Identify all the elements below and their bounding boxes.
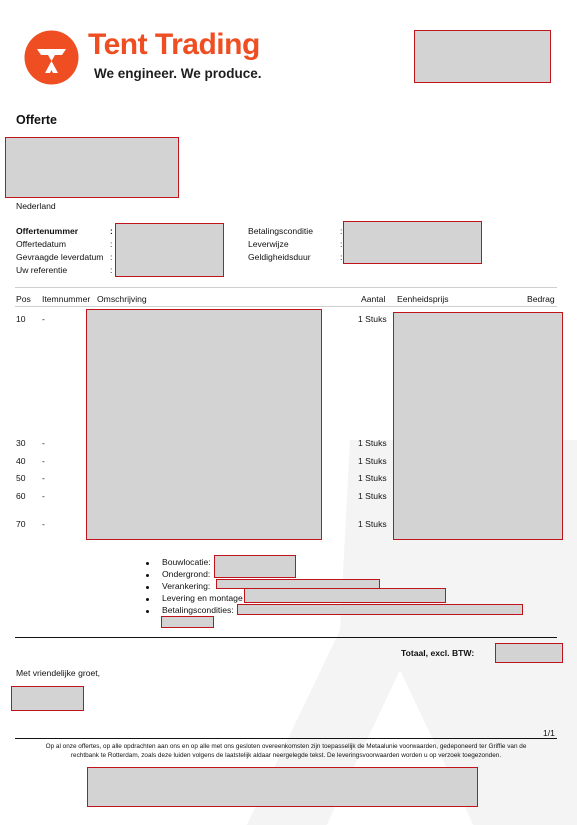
label-offertenummer: Offertenummer: [16, 226, 79, 236]
redacted-descriptions: [86, 309, 322, 540]
divider: [15, 287, 557, 288]
brand-name: Tent Trading: [88, 28, 260, 61]
label-betalingsconditie: Betalingsconditie: [248, 226, 313, 236]
redacted-address: [5, 137, 179, 198]
label-uw-referentie: Uw referentie: [16, 265, 68, 275]
redacted-company-info: [414, 30, 551, 83]
total-excl-btw-label: Totaal, excl. BTW:: [401, 648, 475, 658]
bullet: [146, 562, 149, 565]
row-pos: 60: [16, 491, 26, 501]
colon: :: [110, 265, 113, 275]
totals-divider: [15, 637, 557, 638]
row-aantal: 1 Stuks: [358, 438, 387, 448]
header-omschrijving: Omschrijving: [97, 294, 147, 304]
footer-line-1: Op al onze offertes, op alle opdrachten aan ons en op alle met ons gesloten overeenkomsten zijn toepasselijk de Metaalunie voorwaarden, gedeponeerd ter Griffie van de: [45, 743, 527, 750]
closing-greeting: Met vriendelijke groet,: [16, 668, 101, 678]
footer-divider: [15, 738, 557, 739]
bullet-verankering: Verankering:: [162, 581, 211, 591]
redacted-meta-values-left: [115, 223, 224, 277]
colon: :: [340, 239, 343, 249]
redacted-prices: [393, 312, 563, 540]
redacted-signature: [11, 686, 84, 711]
tent-trading-logo-icon: [24, 30, 79, 85]
row-item: -: [42, 314, 45, 324]
row-item: -: [42, 473, 45, 483]
row-pos: 50: [16, 473, 26, 483]
redacted-betalingscondities: [237, 604, 523, 615]
row-item: -: [42, 519, 45, 529]
label-leverwijze: Leverwijze: [248, 239, 289, 249]
bullet: [146, 598, 149, 601]
redacted-meta-values-right: [343, 221, 482, 264]
redacted-extra: [161, 616, 214, 628]
row-pos: 70: [16, 519, 26, 529]
colon: :: [110, 252, 113, 262]
label-geldigheidsduur: Geldigheidsduur: [248, 252, 311, 262]
header-aantal: Aantal: [361, 294, 386, 304]
document-title: Offerte: [16, 113, 57, 127]
row-item: -: [42, 491, 45, 501]
bullet: [146, 586, 149, 589]
colon: :: [110, 239, 113, 249]
country: Nederland: [16, 201, 56, 211]
label-offertedatum: Offertedatum: [16, 239, 66, 249]
bullet: [146, 574, 149, 577]
row-aantal: 1 Stuks: [358, 473, 387, 483]
row-aantal: 1 Stuks: [358, 314, 387, 324]
row-item: -: [42, 456, 45, 466]
redacted-levering: [244, 588, 446, 603]
brand-slogan: We engineer. We produce.: [94, 66, 262, 81]
redacted-company-footer: [87, 767, 478, 807]
redacted-total: [495, 643, 563, 663]
header-itemnummer: Itemnummer: [42, 294, 91, 304]
row-item: -: [42, 438, 45, 448]
redacted-bouwlocatie: [214, 555, 296, 578]
row-pos: 40: [16, 456, 26, 466]
header-eenheidsprijs: Eenheidsprijs: [397, 294, 449, 304]
header-bedrag: Bedrag: [527, 294, 555, 304]
bullet-ondergrond: Ondergrond:: [162, 569, 211, 579]
header-pos: Pos: [16, 294, 31, 304]
bullet: [146, 610, 149, 613]
row-pos: 30: [16, 438, 26, 448]
footer-line-2: rechtbank te Rotterdam, zoals deze luiden volgens de laatstelijk aldaar neergelegde tekst. De leveringsvoorwaarden worden u op verzoek toegezonden.: [70, 752, 502, 759]
colon: :: [340, 252, 343, 262]
row-aantal: 1 Stuks: [358, 456, 387, 466]
divider: [15, 306, 557, 307]
colon: :: [340, 226, 343, 236]
colon: :: [110, 226, 113, 236]
footer-terms: [20, 742, 552, 760]
row-aantal: 1 Stuks: [358, 491, 387, 501]
label-gevraagde-leverdatum: Gevraagde leverdatum: [16, 252, 104, 262]
bullet-bouwlocatie: Bouwlocatie:: [162, 557, 211, 567]
bullet-levering-en-montage: Levering en montage: [162, 593, 243, 603]
row-aantal: 1 Stuks: [358, 519, 387, 529]
page-number: 1/1: [543, 728, 555, 738]
row-pos: 10: [16, 314, 26, 324]
bullet-betalingscondities: Betalingscondities:: [162, 605, 234, 615]
